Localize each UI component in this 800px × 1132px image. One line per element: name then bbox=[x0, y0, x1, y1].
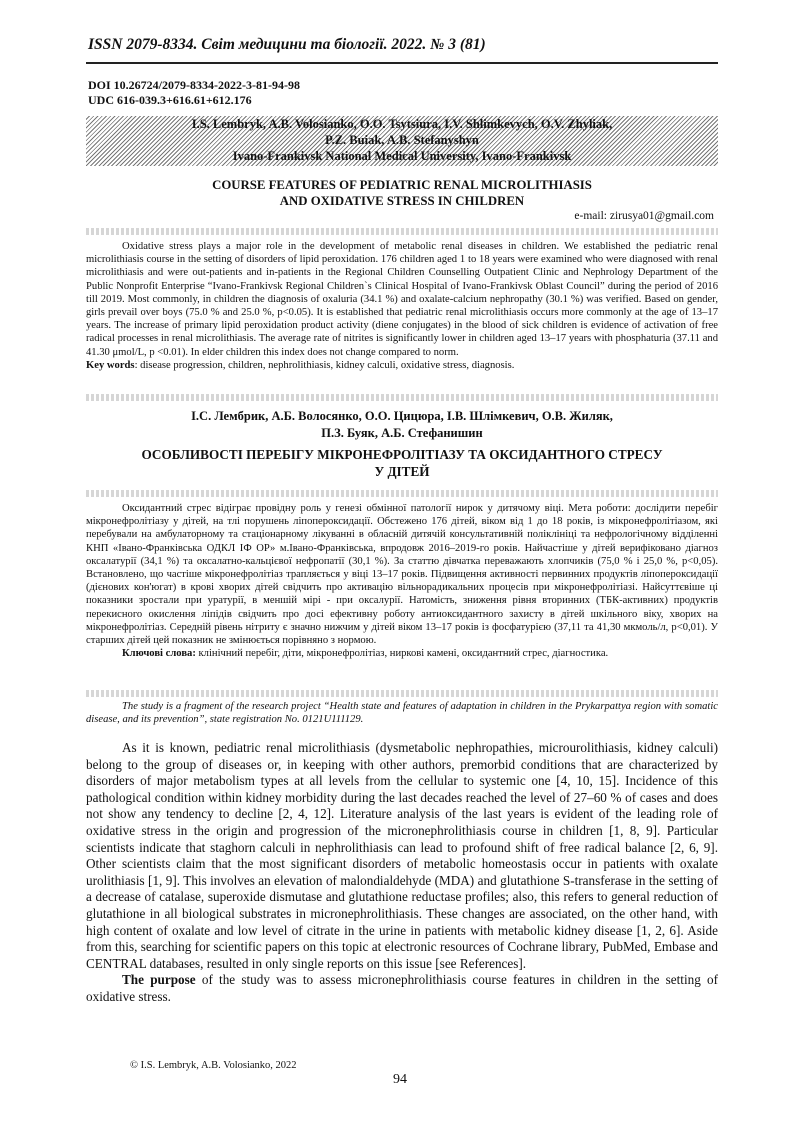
doi-block bbox=[88, 78, 300, 108]
funding-note: The study is a fragment of the research project “Health state and features of adaptation in children in the Prykarpattya region with somatic disease, and its prevention”, state registration No. 0121U111129. bbox=[86, 701, 718, 725]
divider bbox=[86, 690, 718, 697]
udc: UDC 616-039.3+616.61+612.176 bbox=[88, 93, 252, 107]
authors-en-line2: P.Z. Buiak, A.B. Stefanyshyn bbox=[325, 133, 479, 147]
keywords-en bbox=[86, 359, 718, 372]
email: e-mail: zirusya01@gmail.com bbox=[574, 210, 714, 222]
purpose-paragraph bbox=[86, 972, 718, 1005]
keywords-ua-text: клінічний перебіг, діти, мікронефролітіаз, ниркові камені, оксидантний стрес, діагностика. bbox=[195, 648, 609, 660]
title-ua-line1: ОСОБЛИВОСТІ ПЕРЕБІГУ МІКРОНЕФРОЛІТІАЗУ ТА ОКСИДАНТНОГО СТРЕСУ bbox=[141, 447, 663, 462]
authors-banner bbox=[86, 116, 718, 166]
abstract-en bbox=[86, 240, 718, 372]
body-paragraph: As it is known, pediatric renal microlithiasis (dysmetabolic nephropathies, microurolithiasis, kidney calculi) belong to the group of diseases or, in keeping with other authors, premorbid conditions that are characterized by disorders of major metabolism types at all levels from the cellular to systemic one [4, 10, 15]. Incidence of this pathological condition within kidney morbidity during the last decades reached the level of 27–60 % of cases and does not show any tendency to decline [2, 4, 12]. Literature analysis of the last years is evident of the leading role of oxidative stress in the origin and progression of the micronephrolithiasis course in children [1, 8, 9]. Particular scientists indicate that staghorn calculi in nephrolithiasis can lead to profound shift of free radical balance [2, 6, 9]. Other scientists claim that the most significant disorders of metabolic homeostasis occur in patients with oxalate urolithiasis [1, 9]. This involves an elevation of malondialdehyde (MDA) and glutathione S-transferase in the setting of a decrease of catalase, superoxide dismutase and glutathione reductase profiles; also, this refers to general reduction of glutathione in all biological substrates in micronephrolithiasis. These changes are associated, on the other hand, with high content of oxalate and low level of citrate in the urine in patients with metabolic kidney disease [1, 2, 6]. Aside from this, searching for scientific papers on this topic at electronic resources of Cochrane library, PubMed, Embase and CENTRAL databases, resulted in only single reports on this issue [see References]. bbox=[86, 740, 718, 971]
authors-ua-line2: П.З. Буяк, А.Б. Стефанишин bbox=[321, 426, 483, 440]
authors-en-line1: I.S. Lembryk, A.B. Volosianko, O.O. Tsytsiura, I.V. Shlimkevych, O.V. Zhyliak, bbox=[191, 117, 613, 131]
article-title-en bbox=[86, 177, 718, 209]
authors-ua bbox=[86, 408, 718, 442]
abstract-ua bbox=[86, 502, 718, 660]
divider bbox=[86, 228, 718, 235]
purpose-text: of the study was to assess micronephrolithiasis course features in children in the setting of oxidative stress. bbox=[86, 972, 719, 1004]
title-en-line1: COURSE FEATURES OF PEDIATRIC RENAL MICROLITHIASIS bbox=[212, 178, 592, 192]
purpose-label: The purpose bbox=[122, 972, 196, 988]
divider bbox=[86, 490, 718, 497]
title-en-line2: AND OXIDATIVE STRESS IN CHILDREN bbox=[279, 194, 525, 208]
keywords-ua-label: Ключові слова: bbox=[122, 648, 196, 660]
article-title-ua bbox=[86, 446, 718, 480]
affiliation: Ivano-Frankivsk National Medical University, Ivano-Frankivsk bbox=[232, 149, 572, 163]
copyright: © I.S. Lembryk, A.B. Volosianko, 2022 bbox=[130, 1060, 297, 1071]
abstract-en-text: Oxidative stress plays a major role in the development of metabolic renal diseases in children. We established the pediatric renal microlithiasis course in the setting of disorders of lipid peroxidation. 176 children aged 1 to 18 years were examined who were diagnosed with renal microlithiasis and were out-patients and in-patients in the Regional Children Counselling Outpatient Clinic and Nephrology Department of the Public Nonprofit Enterprise “Ivano-Frankivsk Regional Children`s Clinical Hospital of Ivano-Frankivsk Oblast Council” during the period of 2016 till 2019. Most commonly, in children the diagnosis of oxaluria (34.1 %) and oxalate-calcium nephropathy (30.1 %) was verified. Based on gender, girls prevail over boys (75.0 % and 25.0 %, p<0.05). It is established that pediatric renal microlithiasis occurs more commonly at the age of 13–17 years. The increase of primary lipid peroxidation product activity (diene conjugates) in the blood of sick children is evidence of activation of free radical processes in renal microlithiasis. The average rate of nitrites is significantly lower in children aged 13–17 years with phosphaturia (37.11 and 41.30 μmol/L, p <0.01). In elder children this index does not change compared to norm. bbox=[86, 241, 718, 358]
journal-header: ISSN 2079-8334. Світ медицини та біології. 2022. № 3 (81) bbox=[88, 36, 486, 53]
keywords-en-text: : disease progression, children, nephrolithiasis, kidney calculi, oxidative stress, diagnosis. bbox=[134, 359, 515, 371]
page-number: 94 bbox=[393, 1072, 407, 1087]
abstract-ua-text: Оксидантний стрес відіграє провідну роль у генезі обмінної патології нирок у дитячому віці. Мета роботи: дослідити перебіг мікронефролітіазу у дітей, на тлі порушень ліпопероксидації. Обстежено 176 дітей, віком від 1 до 18 років, із мікронефролітіазом, які перебували на амбулаторному та стаціонарному лікуванні в обласній дитячій консультативній поліклініці та нефрологічному відділенні КНП «Івано-Франківська ОДКЛ ІФ ОР» м.Івано-Франківська, впродовж 2016–2019-го років. Найчастіше у дітей верифіковано діагноз оксалатурії (34,1 %) та оксалатно-кальцієвої нефропатії (30,1 %). За статтю дівчатка переважають хлопчиків (75,0 % і 25,0 %, р<0,05). Встановлено, що частіше мікронефролітіаз трапляється у віці 13–17 років. Підвищення активності первинних продуктів ліпопероксидації (дієнових кон'югат) в крові хворих дітей свідчить про активацію вільнорадикальних процесів при мікронефролітіазі. Найсуттєвіше ці показники зростали при уратурії, в меншій мірі - при оксалурії. Натомість, зниження рівня вторинних (ТБК-активних) продуктів перекисного окислення ліпідів свідчить про досі ефективну роботу антиоксидантного захисту в дітей шкільного віку, хворих на мікронефролітіаз. Середній рівень нітриту є значно нижчим у дітей віком 13–17 років із фосфатурією (37,11 та 41,30 мкмоль/л, р<0,01). У старших дітей цей показник не змінюється порівняно з нормою. bbox=[86, 503, 718, 647]
divider bbox=[86, 394, 718, 401]
doi: DOI 10.26724/2079-8334-2022-3-81-94-98 bbox=[88, 78, 300, 92]
keywords-en-label: Key words bbox=[86, 359, 135, 371]
article-body bbox=[86, 740, 718, 1006]
keywords-ua bbox=[86, 647, 718, 660]
title-ua-line2: У ДІТЕЙ bbox=[374, 464, 430, 479]
authors-ua-line1: І.С. Лембрик, А.Б. Волосянко, О.О. Цицюра, І.В. Шлімкевич, О.В. Жиляк, bbox=[191, 409, 613, 423]
header-rule bbox=[86, 62, 718, 64]
